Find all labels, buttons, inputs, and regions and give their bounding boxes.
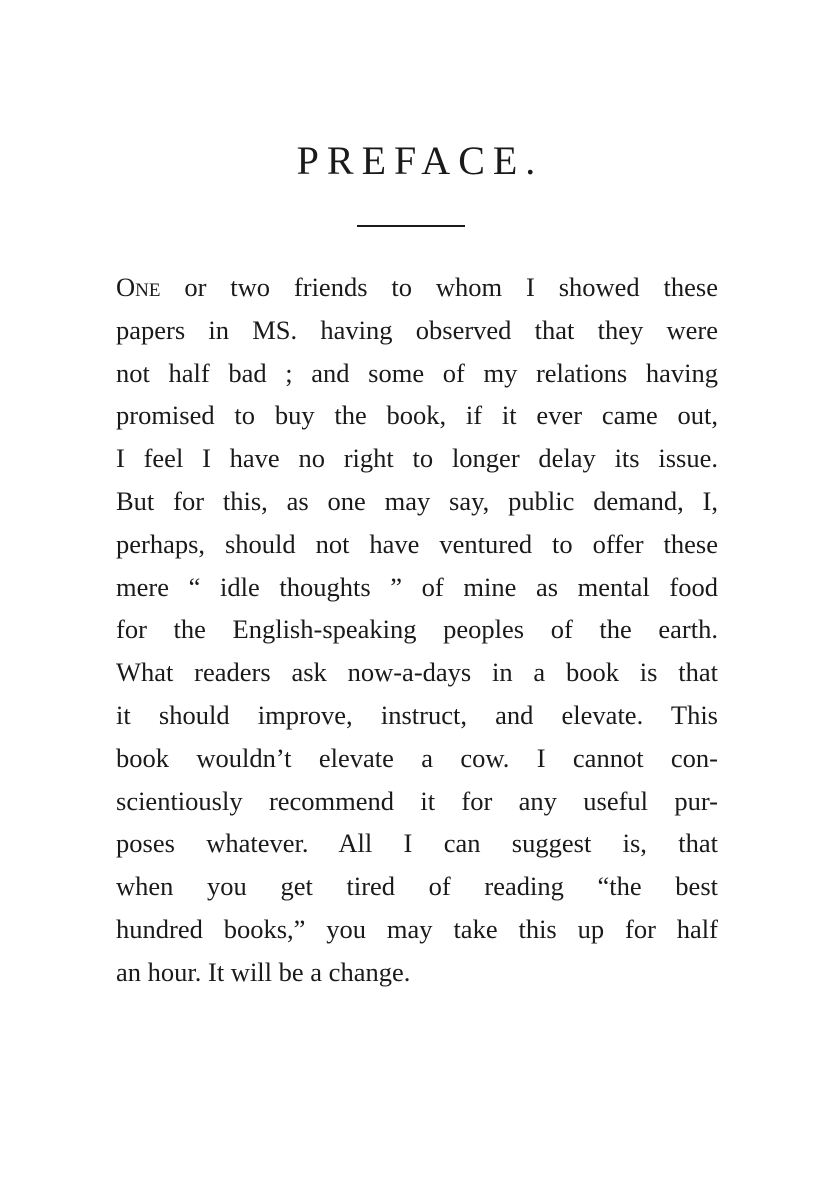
text-line: it should improve, instruct, and elevate. This xyxy=(116,699,718,730)
text-line: scientiously recommend it for any useful pur- xyxy=(116,785,718,816)
text-line: mere “ idle thoughts ” of mine as mental food xyxy=(116,571,718,602)
text-line xyxy=(116,266,718,309)
text-line: not half bad ; and some of my relations having xyxy=(116,357,718,388)
text-line: for the English-speaking peoples of the earth. xyxy=(116,614,718,645)
text-line: What readers ask now-a-days in a book is that xyxy=(116,657,718,688)
text-line: But for this, as one may say, public demand, I, xyxy=(116,485,718,516)
text-line: papers in MS. having observed that they were xyxy=(116,314,718,345)
text-line: hundred books,” you may take this up for half xyxy=(116,913,718,944)
lead-word: One xyxy=(116,272,161,302)
text-line: book wouldn’t elevate a cow. I cannot con- xyxy=(116,742,718,773)
title-rule xyxy=(357,225,465,227)
text-line: when you get tired of reading “the best xyxy=(116,871,718,902)
preface-body xyxy=(116,266,718,994)
text-line: I feel I have no right to longer delay its issue. xyxy=(116,443,718,474)
text-line: poses whatever. All I can suggest is, that xyxy=(116,828,718,859)
text-line: an hour. It will be a change. xyxy=(116,956,411,987)
text-line: promised to buy the book, if it ever came out, xyxy=(116,400,718,431)
text-line: perhaps, should not have ventured to offer these xyxy=(116,528,718,559)
page-title: PREFACE. xyxy=(296,138,544,183)
text-line-content: or two friends to whom I showed these xyxy=(160,272,718,302)
